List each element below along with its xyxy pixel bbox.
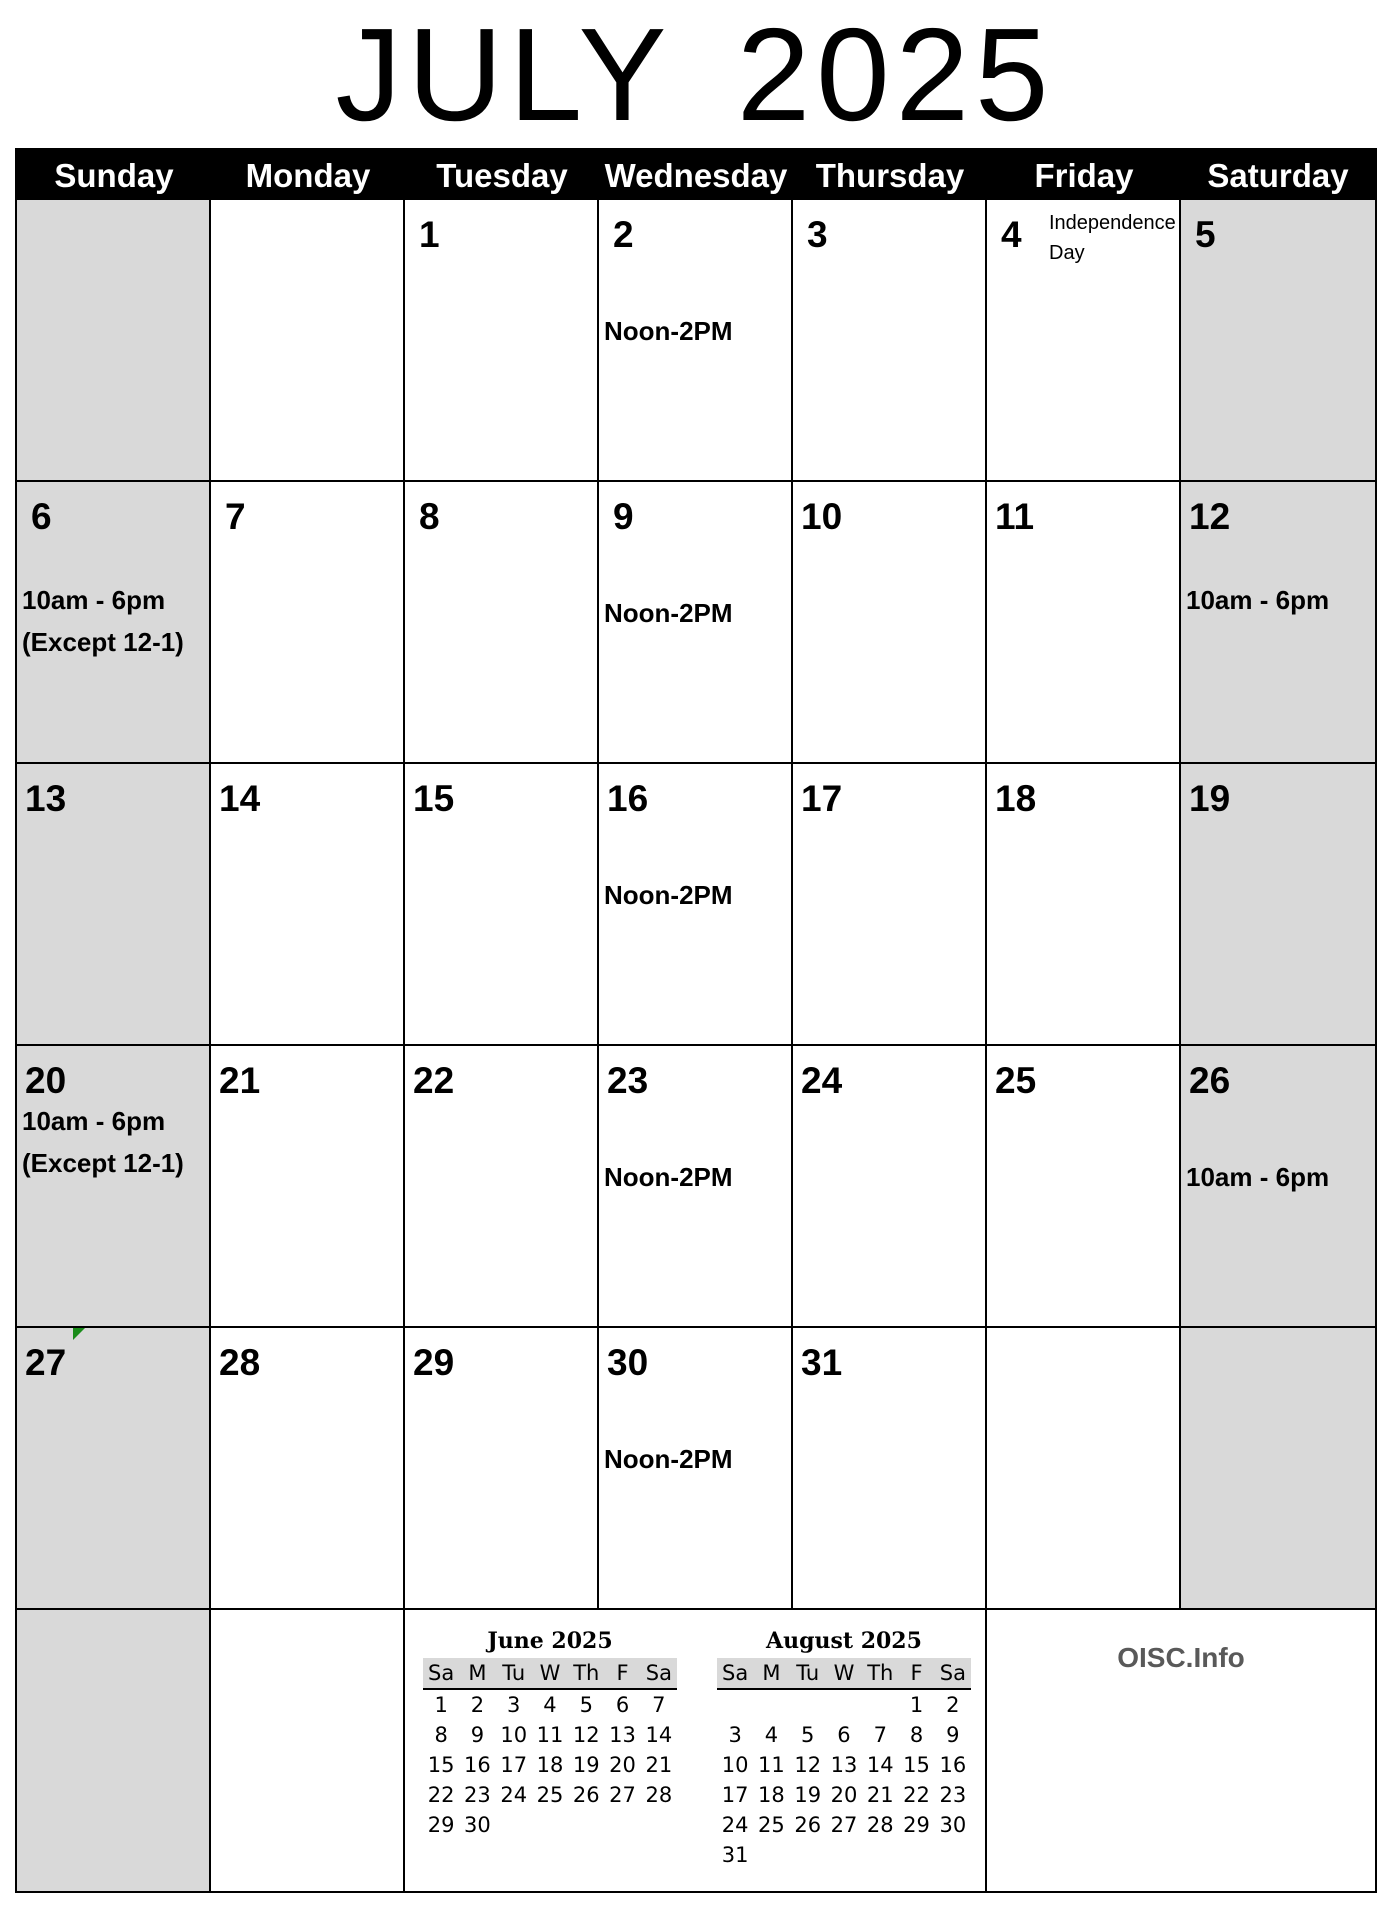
weekday-friday: Friday [1034,157,1134,194]
mini-day [862,1689,898,1720]
weekday-sunday: Sunday [54,157,174,194]
day-cell[interactable] [405,764,599,1046]
mini-day [641,1810,677,1840]
mini-day: 7 [652,1693,666,1717]
day-number: 1 [419,214,440,255]
event-hours: Noon-2PM [604,1444,733,1474]
event-hours: Noon-2PM [604,316,733,346]
mini-day: 15 [903,1753,930,1777]
mini-calendar-title: August 2025 [766,1628,922,1654]
day-cell[interactable] [211,200,405,482]
day-cell[interactable] [211,1046,405,1328]
day-cell[interactable] [405,1328,599,1610]
mini-day: 31 [721,1843,749,1867]
mini-day: 1 [434,1693,448,1717]
day-cell[interactable] [405,1046,599,1328]
mini-day: 2 [470,1693,485,1717]
day-number: 18 [995,778,1037,819]
mini-calendar-table [717,1658,971,1870]
month-calendar [15,148,1377,1893]
day-cell[interactable] [405,482,599,764]
mini-day [826,1689,862,1720]
mini-day: 23 [464,1783,491,1807]
day-number: 4 [1001,214,1022,255]
day-cell[interactable] [987,200,1181,482]
mini-day: 27 [609,1783,636,1807]
mini-day: 13 [609,1723,636,1747]
mini-week-row [717,1720,971,1750]
day-number: 30 [607,1342,649,1383]
day-cell[interactable] [1181,1046,1375,1328]
mini-day [753,1689,789,1720]
day-number: 17 [801,778,843,819]
mini-day: 16 [939,1753,967,1777]
day-number: 6 [31,496,52,537]
day-cell[interactable] [211,1328,405,1610]
mini-day: 2 [946,1693,960,1717]
mini-day: 10 [500,1723,528,1747]
day-cell[interactable] [17,1046,211,1328]
mini-week-row [717,1689,971,1720]
mini-week-row [423,1780,677,1810]
mini-day: 22 [427,1783,455,1807]
mini-day: 12 [572,1723,600,1747]
mini-day: 30 [939,1813,967,1837]
day-number: 22 [413,1060,455,1101]
mini-day: 27 [830,1813,858,1837]
mini-day: 14 [645,1723,673,1747]
mini-day: 3 [728,1723,742,1747]
mini-day: 26 [572,1783,600,1807]
info-cell [987,1610,1375,1891]
holiday-label: Independence Day [1049,212,1176,264]
day-cell[interactable] [17,200,211,482]
mini-day [935,1840,971,1870]
day-cell[interactable] [599,1046,793,1328]
day-number: 31 [801,1342,843,1383]
day-number: 11 [995,496,1035,537]
mini-day: 24 [721,1813,749,1837]
day-number: 14 [219,778,261,819]
weekday-thursday: Thursday [815,157,965,194]
mini-day: 28 [866,1813,894,1837]
day-number: 28 [219,1342,261,1383]
weekday-header-row [17,150,1375,200]
mini-weekday-header: Sa [717,1658,753,1689]
day-number: 27 [25,1342,67,1383]
weekday-tuesday: Tuesday [436,157,568,194]
mini-weekday-header: M [459,1658,495,1689]
mini-day: 25 [758,1813,785,1837]
mini-day [568,1810,604,1840]
mini-calendar-table [423,1658,677,1840]
mini-day: 25 [536,1783,564,1807]
day-cell[interactable] [211,764,405,1046]
mini-day [862,1840,898,1870]
brand-label: OISC.Info [1117,1642,1245,1673]
day-cell[interactable] [599,1328,793,1610]
mini-week-row [717,1750,971,1780]
mini-week-row [717,1780,971,1810]
day-cell[interactable] [793,482,987,764]
mini-day: 7 [873,1723,887,1747]
mini-calendar-title: June 2025 [487,1628,613,1654]
mini-day: 17 [500,1753,528,1777]
day-number: 15 [413,778,455,819]
mini-day: 18 [758,1783,785,1807]
mini-week-row [423,1810,677,1840]
mini-weekday-header: W [826,1658,862,1689]
mini-day [496,1810,532,1840]
mini-weekday-header: Sa [641,1658,677,1689]
mini-day: 23 [939,1783,967,1807]
day-number: 29 [413,1342,455,1383]
mini-day: 29 [903,1813,930,1837]
mini-weekday-header: F [604,1658,640,1689]
weekday-saturday: Saturday [1207,157,1349,194]
event-hours: 10am - 6pm [1186,585,1330,615]
mini-week-row [423,1689,677,1720]
mini-day: 26 [794,1813,822,1837]
day-number: 21 [219,1060,261,1101]
mini-day: 14 [866,1753,894,1777]
mini-day: 22 [903,1783,930,1807]
mini-day: 1 [909,1693,924,1717]
day-number: 19 [1189,778,1231,819]
comment-flag-icon [73,1328,85,1340]
mini-day [898,1840,934,1870]
day-number: 26 [1189,1060,1231,1101]
mini-day: 8 [434,1723,448,1747]
mini-calendars [405,1610,987,1891]
mini-day: 5 [579,1693,593,1717]
mini-day [532,1810,568,1840]
mini-weekday-header: Sa [423,1658,459,1689]
day-cell[interactable] [1181,482,1375,764]
day-number: 20 [25,1060,67,1101]
mini-day: 13 [830,1753,858,1777]
mini-calendar-june [423,1624,677,1840]
day-cell[interactable] [1181,200,1375,482]
day-number: 9 [613,496,634,537]
day-cell[interactable] [17,482,211,764]
mini-weekday-header: F [898,1658,934,1689]
mini-day: 11 [536,1723,564,1747]
mini-day: 4 [543,1693,557,1717]
day-number: 5 [1195,214,1216,255]
day-number: 8 [419,496,440,537]
day-cell[interactable] [1181,1328,1375,1610]
page-title: JULY 2025 [335,1,1055,148]
mini-day: 6 [615,1693,630,1717]
day-number: 13 [25,778,67,819]
mini-day: 19 [794,1783,822,1807]
mini-week-row [423,1750,677,1780]
mini-day: 24 [500,1783,528,1807]
day-cell[interactable] [599,200,793,482]
mini-day: 29 [427,1813,455,1837]
calendar-grid [17,200,1375,1891]
day-cell[interactable] [987,1328,1181,1610]
mini-day: 17 [721,1783,749,1807]
mini-day: 19 [572,1753,600,1777]
day-number: 2 [613,214,634,255]
mini-day [790,1840,826,1870]
day-number: 24 [801,1060,843,1101]
event-hours: Noon-2PM [604,880,733,910]
mini-day: 21 [645,1753,673,1777]
mini-weekday-header: Tu [496,1658,532,1689]
mini-day: 16 [464,1753,491,1777]
mini-day: 15 [427,1753,455,1777]
mini-day: 3 [507,1693,521,1717]
mini-day: 30 [464,1813,491,1837]
day-cell[interactable] [17,1328,211,1610]
mini-weekday-header: Th [862,1658,898,1689]
mini-day: 6 [837,1723,851,1747]
mini-day: 20 [609,1753,636,1777]
day-number: 7 [225,496,246,537]
event-hours: 10am - 6pm (Except 12-1) [22,1106,184,1178]
mini-day [790,1689,826,1720]
mini-week-row [717,1840,971,1870]
mini-day: 10 [721,1753,749,1777]
day-cell[interactable] [599,764,793,1046]
day-number: 12 [1189,496,1231,537]
mini-weekday-header: Sa [935,1658,971,1689]
day-number: 25 [995,1060,1037,1101]
mini-day: 28 [645,1783,673,1807]
weekday-wednesday: Wednesday [604,157,788,194]
day-cell[interactable] [793,200,987,482]
mini-day: 5 [801,1723,815,1747]
mini-week-row [423,1720,677,1750]
blank-cell [17,1610,211,1891]
mini-day: 20 [830,1783,858,1807]
mini-day: 18 [536,1753,564,1777]
day-number: 3 [807,214,828,255]
mini-day: 21 [866,1783,894,1807]
weekday-monday: Monday [245,157,371,194]
event-hours: 10am - 6pm [1186,1162,1330,1192]
day-cell[interactable] [793,764,987,1046]
day-cell[interactable] [793,1328,987,1610]
day-cell[interactable] [599,482,793,764]
day-number: 23 [607,1060,649,1101]
day-cell[interactable] [987,1046,1181,1328]
mini-day: 12 [794,1753,822,1777]
blank-cell [211,1610,405,1891]
event-hours: 10am - 6pm (Except 12-1) [22,585,184,657]
day-cell[interactable] [211,482,405,764]
mini-day [604,1810,640,1840]
mini-calendar-august [717,1624,971,1870]
mini-weekday-header: Th [568,1658,604,1689]
mini-weekday-header: W [532,1658,568,1689]
mini-day: 8 [909,1723,924,1747]
day-cell[interactable] [793,1046,987,1328]
day-cell[interactable] [987,482,1181,764]
mini-day: 9 [470,1723,485,1747]
mini-day [717,1689,753,1720]
mini-weekday-header: M [753,1658,789,1689]
day-cell[interactable] [17,764,211,1046]
day-number: 16 [607,778,649,819]
day-cell[interactable] [1181,764,1375,1046]
mini-day [753,1840,789,1870]
event-hours: Noon-2PM [604,598,733,628]
mini-day: 11 [758,1753,785,1777]
day-number: 10 [801,496,843,537]
mini-day [826,1840,862,1870]
mini-day: 9 [946,1723,960,1747]
event-hours: Noon-2PM [604,1162,733,1192]
mini-day: 4 [764,1723,779,1747]
mini-week-row [717,1810,971,1840]
mini-weekday-header: Tu [790,1658,826,1689]
day-cell[interactable] [405,200,599,482]
day-cell[interactable] [987,764,1181,1046]
